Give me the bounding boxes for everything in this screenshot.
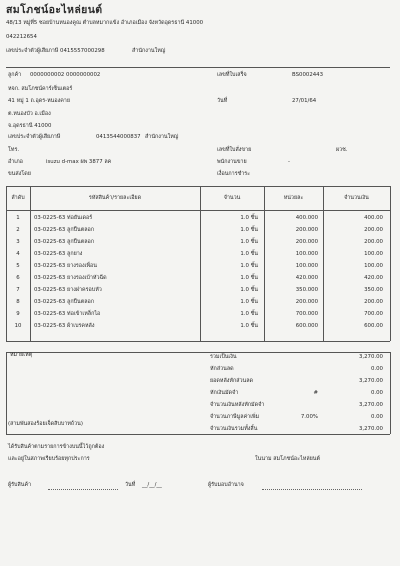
table-cell-price: 420.000: [295, 275, 318, 281]
summary-line-label: จำนวนเงินรวมทั้งสิ้น: [210, 426, 258, 432]
doc-ref-label: เลขที่ใบสั่งขาย: [217, 147, 252, 153]
table-cell-qty: 1.0 ชิ้น: [240, 287, 258, 293]
summary-line-label: จำนวนภาษีมูลค่าเพิ่ม: [210, 414, 260, 420]
table-cell-no: 10: [14, 323, 22, 329]
table-cell-amount: 350.00: [364, 287, 383, 293]
table-cell-no: 3: [16, 239, 20, 245]
company-name: สมโภชน์อะไหล่ยนต์: [6, 4, 103, 16]
customer-name: หจก. สมโภชน์คาร์เซ็นเตอร์: [8, 86, 73, 92]
received-text-2: และอยู่ในสภาพเรียบร้อยทุกประการ: [8, 456, 90, 462]
table-cell-qty: 1.0 ชิ้น: [240, 263, 258, 269]
table-cell-price: 350.000: [295, 287, 318, 293]
table-cell-no: 7: [16, 287, 20, 293]
receiver-label: ผู้รับสินค้า: [8, 482, 32, 488]
table-cell-desc: 03-0225-63 ยางรองเบ้าหัวฉีด: [34, 275, 107, 281]
table-cell-amount: 200.00: [364, 227, 383, 233]
summary-line-label: จำนวนเงินหลังหักมัดจำ: [210, 402, 265, 408]
customer-phone-label: โทร.: [8, 147, 20, 153]
summary-line-value: 0.00: [370, 366, 383, 372]
received-text: ได้รับสินค้าตามรายการข้างบนนี้ไว้ถูกต้อง: [8, 444, 105, 450]
table-cell-price: 400.000: [295, 215, 318, 221]
receiver-signature-line: [48, 489, 118, 490]
customer-tax-label: เลขประจำตัวผู้เสียภาษี: [8, 134, 61, 140]
table-right-border: [390, 186, 391, 341]
table-cell-desc: 03-0225-63 ยางรองเพื่อน: [34, 263, 97, 269]
customer-addr3: จ.อุดรธานี 41000: [8, 123, 52, 129]
summary-line-extra: #: [313, 390, 318, 396]
authorized-signature-line: [262, 489, 362, 490]
customer-district-label: อำเภอ: [8, 159, 23, 165]
table-cell-qty: 1.0 ชิ้น: [240, 323, 258, 329]
table-cell-qty: 1.0 ชิ้น: [240, 299, 258, 305]
table-header: หน่วยละ: [283, 195, 304, 201]
summary-line-value: 3,270.00: [358, 378, 383, 384]
info-box-top: [6, 67, 390, 68]
on-behalf-text: ในนาม สมโภชน์อะไหล่ยนต์: [255, 456, 320, 462]
table-header: จำนวน: [223, 195, 241, 201]
doc-no-label: เลขที่ใบเสร็จ: [217, 72, 247, 78]
table-cell-desc: 03-0225-63 ลูกปืนตลอก: [34, 239, 95, 245]
table-header: จำนวนเงิน: [344, 195, 369, 201]
summary-top-border: [6, 352, 390, 353]
authorized-label: ผู้รับมอบอำนาจ: [208, 482, 244, 488]
table-cell-desc: 03-0225-63 ลูกปืนตลอก: [34, 299, 95, 305]
doc-date-label: วันที่: [217, 98, 228, 104]
table-cell-amount: 200.00: [364, 239, 383, 245]
summary-line-value: 3,270.00: [358, 402, 383, 408]
summary-line-value: 3,270.00: [358, 354, 383, 360]
table-header: รหัสสินค้า/รายละเอียด: [88, 195, 142, 201]
summary-line-label: หักเงินมัดจำ: [210, 390, 239, 396]
table-cell-amount: 400.00: [364, 215, 383, 221]
table-cell-no: 9: [16, 311, 20, 317]
summary-line-label: ยอดหลังหักส่วนลด: [210, 378, 254, 384]
table-header-border: [6, 210, 390, 211]
doc-date: 27/01/64: [292, 98, 317, 104]
summary-line-value: 0.00: [370, 414, 383, 420]
table-cell-no: 4: [16, 251, 20, 257]
doc-staff-label: พนักงานขาย: [217, 159, 247, 165]
summary-line-value: 0.00: [370, 390, 383, 396]
table-cell-qty: 1.0 ชิ้น: [240, 311, 258, 317]
table-bottom-border: [6, 341, 390, 342]
doc-term-label: เงื่อนการชำระ: [217, 171, 251, 177]
table-cell-price: 600.000: [295, 323, 318, 329]
summary-right-border: [390, 352, 391, 434]
doc-no: BS0002443: [292, 72, 324, 78]
table-cell-amount: 100.00: [364, 263, 383, 269]
customer-branch: สำนักงานใหญ่: [145, 134, 179, 140]
table-cell-amount: 100.00: [364, 251, 383, 257]
summary-line-extra: 7.00%: [300, 414, 318, 420]
table-cell-amount: 420.00: [364, 275, 383, 281]
company-branch: สำนักงานใหญ่: [132, 48, 166, 54]
table-cell-desc: 03-0225-63 ท่อยันเดอร์: [34, 215, 93, 221]
table-col-divider-1: [30, 186, 31, 341]
table-cell-qty: 1.0 ชิ้น: [240, 251, 258, 257]
table-cell-desc: 03-0225-63 ผ้าเบรคหลัง: [34, 323, 95, 329]
customer-addr1: 41 หมู่ 1 ถ.อุดร-หนองคาย: [8, 98, 70, 104]
receive-date-blank: __/__/__: [142, 482, 162, 488]
amount-words: (สามพันสองร้อยเจ็ดสิบบาทถ้วน): [8, 421, 83, 427]
summary-line-label: หักส่วนลด: [210, 366, 234, 372]
summary-line-label: รวมเป็นเงิน: [210, 354, 237, 360]
table-cell-price: 200.000: [295, 227, 318, 233]
table-cell-price: 100.000: [295, 251, 318, 257]
customer-vehicle: isuzu d-max ผพ 3877 ลค: [46, 159, 112, 165]
table-cell-no: 1: [16, 215, 20, 221]
table-cell-price: 100.000: [295, 263, 318, 269]
table-cell-amount: 200.00: [364, 299, 383, 305]
table-header: ลำดับ: [11, 195, 25, 201]
summary-bottom-border: [6, 434, 390, 435]
company-phone: 042212654: [6, 34, 37, 40]
table-cell-qty: 1.0 ชิ้น: [240, 239, 258, 245]
customer-code-label: ลูกค้า: [8, 72, 22, 78]
receive-date-label: วันที่: [125, 482, 136, 488]
customer-ship-label: ขนส่งโดย: [8, 171, 31, 177]
table-cell-price: 200.000: [295, 239, 318, 245]
table-cell-desc: 03-0225-63 ลูกปืนตลอก: [34, 227, 95, 233]
doc-staff: -: [288, 159, 290, 165]
summary-line-value: 3,270.00: [358, 426, 383, 432]
summary-left-border: [6, 352, 7, 434]
note-label: หมายเหตุ: [10, 352, 33, 358]
table-cell-qty: 1.0 ชิ้น: [240, 275, 258, 281]
customer-tax-id: 0413544000837: [96, 134, 141, 140]
table-cell-no: 6: [16, 275, 20, 281]
table-cell-qty: 1.0 ชิ้น: [240, 215, 258, 221]
company-tax-id: เลขประจำตัวผู้เสียภาษี 0415557000298: [6, 48, 105, 54]
customer-addr2: ต.หนองบัว อ.เมือง: [8, 111, 51, 117]
company-address: 48/13 หมู่ที่5 ซอยบ้านหนองคูณ ตำบลหมากแข้ง อำเภอเมือง จังหวัดอุดรธานี 41000: [6, 20, 204, 26]
table-cell-price: 200.000: [295, 299, 318, 305]
table-cell-no: 5: [16, 263, 20, 269]
table-cell-desc: 03-0225-63 ยางฝาครอบหัว: [34, 287, 102, 293]
table-cell-amount: 600.00: [364, 323, 383, 329]
table-cell-qty: 1.0 ชิ้น: [240, 227, 258, 233]
table-col-divider-2: [200, 186, 201, 341]
table-cell-no: 8: [16, 299, 20, 305]
customer-code: 0000000002 0000000002: [30, 72, 101, 78]
table-top-border: [6, 186, 390, 187]
doc-ref-right: ผวช.: [336, 147, 348, 153]
table-cell-price: 700.000: [295, 311, 318, 317]
table-cell-desc: 03-0225-63 ท่อเข้าเหล็กไอ: [34, 311, 101, 317]
table-cell-amount: 700.00: [364, 311, 383, 317]
table-cell-desc: 03-0225-63 ลูกยาง: [34, 251, 83, 257]
table-cell-no: 2: [16, 227, 20, 233]
